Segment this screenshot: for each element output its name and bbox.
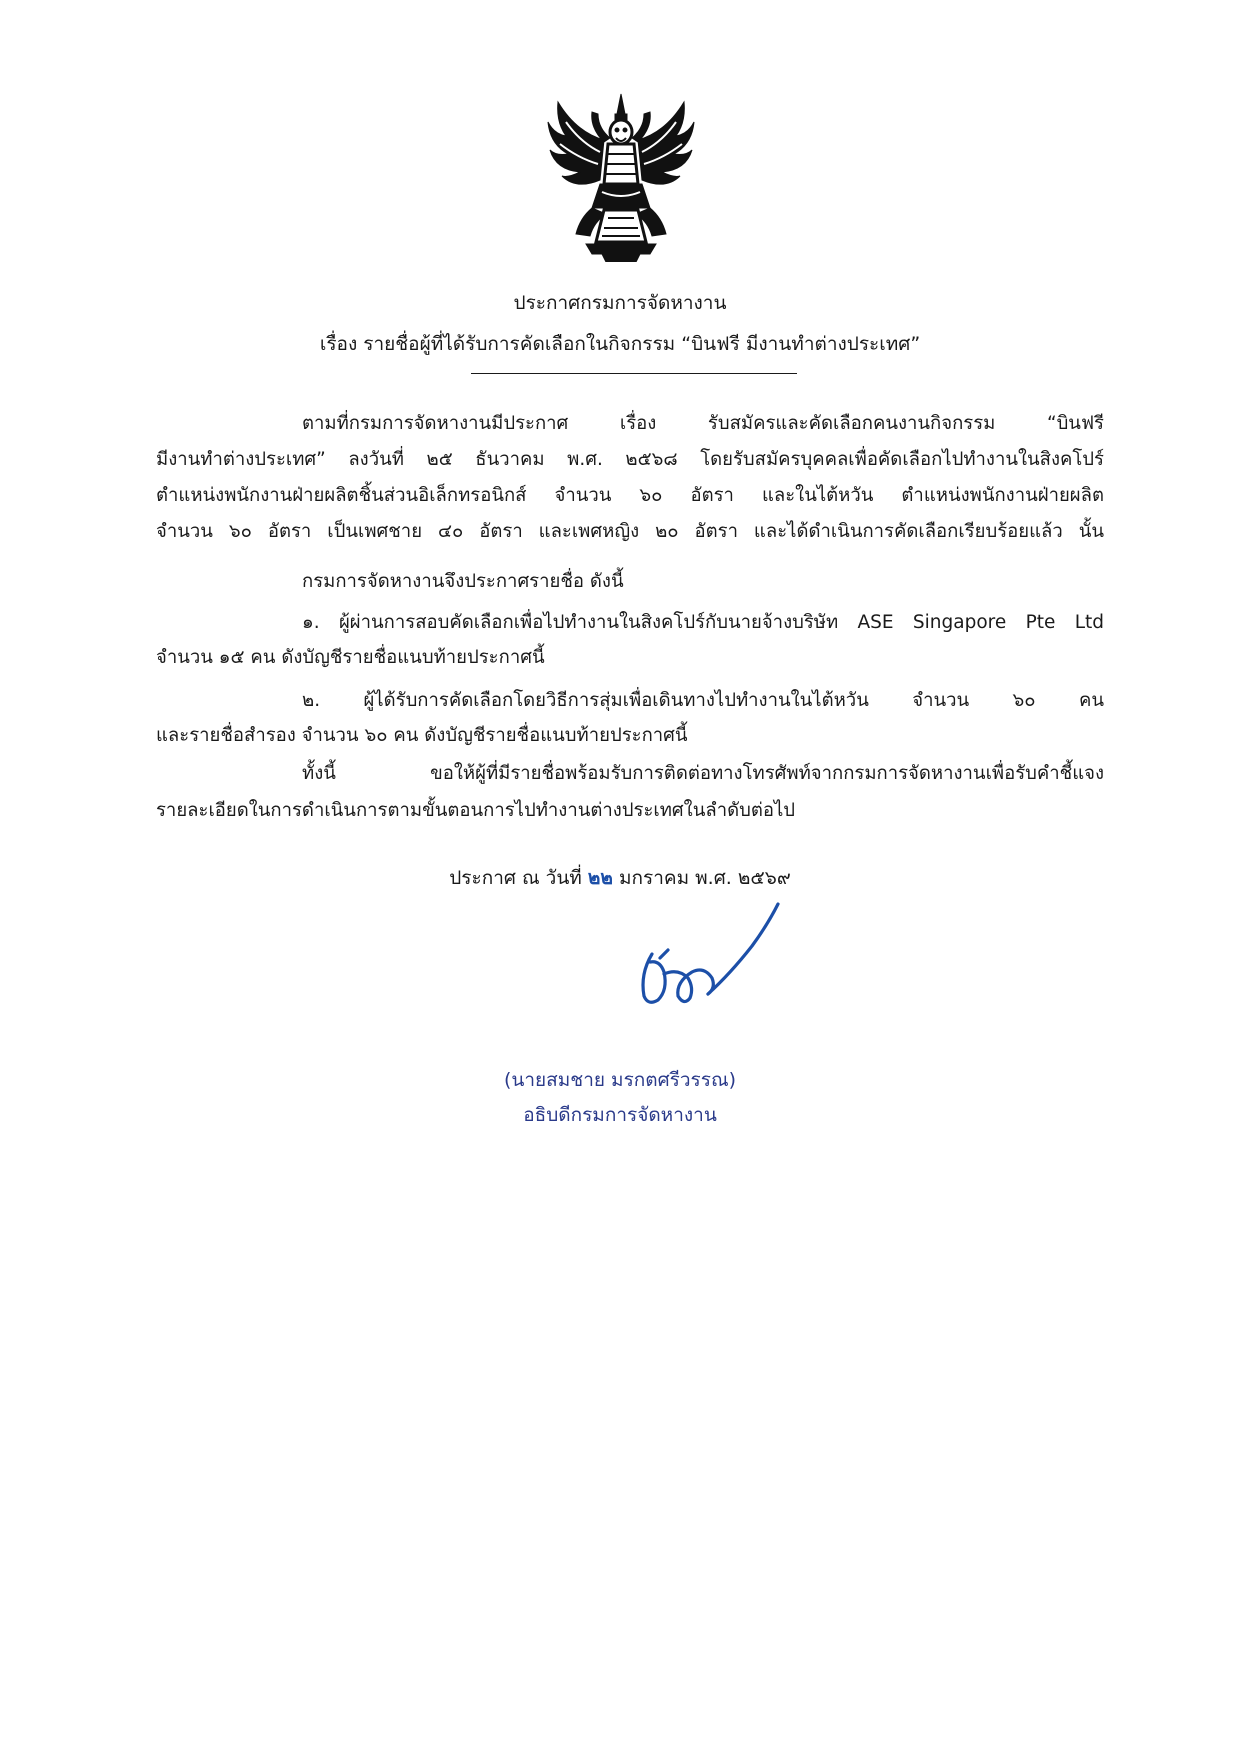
paragraph-1-line-4: จำนวน ๖๐ อัตรา เป็นเพศชาย ๔๐ อัตรา และเพศหญิง ๒๐ อัตรา และได้ดำเนินการคัดเลือกเรียบร้อยแล้ว นั้น xyxy=(156,521,1104,542)
signature-mark xyxy=(634,902,784,1014)
announcement-subject: เรื่อง รายชื่อผู้ที่ได้รับการคัดเลือกในกิจกรรม “บินฟรี มีงานทำต่างประเทศ” xyxy=(319,333,921,355)
item-2-line-1: ๒. ผู้ได้รับการคัดเลือกโดยวิธีการสุ่มเพื่อเดินทางไปทำงานในไต้หวัน จำนวน ๖๐ คน xyxy=(302,690,1104,711)
date-day-handwritten: ๒๒ xyxy=(587,867,613,889)
date-prefix: ประกาศ ณ วันที่ xyxy=(449,867,588,889)
item-1-line-1: ๑. ผู้ผ่านการสอบคัดเลือกเพื่อไปทำงานในสิงคโปร์กับนายจ้างบริษัท ASE Singapore Pte Ltd xyxy=(302,612,1104,633)
announcement-date xyxy=(0,864,1240,892)
signatory-position: อธิบดีกรมการจัดหางาน xyxy=(523,1104,717,1126)
paragraph-3-line-1: ทั้งนี้ ขอให้ผู้ที่มีรายชื่อพร้อมรับการติดต่อทางโทรศัพท์จากกรมการจัดหางานเพื่อรับคำชี้แจง xyxy=(302,763,1104,784)
paragraph-1-line-1: ตามที่กรมการจัดหางานมีประกาศ เรื่อง รับสมัครและคัดเลือกคนงานกิจกรรม “บินฟรี xyxy=(302,413,1104,434)
signatory-name: (นายสมชาย มรกตศรีวรรณ) xyxy=(503,1069,737,1091)
date-suffix: มกราคม พ.ศ. ๒๕๖๙ xyxy=(612,867,791,889)
item-1-line-2: จำนวน ๑๕ คน ดังบัญชีรายชื่อแนบท้ายประกาศนี้ xyxy=(156,647,545,668)
paragraph-3-line-2: รายละเอียดในการดำเนินการตามขั้นตอนการไปทำงานต่างประเทศในลำดับต่อไป xyxy=(156,800,796,821)
announcement-title: ประกาศกรมการจัดหางาน xyxy=(513,292,727,314)
item-2-line-2: และรายชื่อสำรอง จำนวน ๖๐ คน ดังบัญชีรายชื่อแนบท้ายประกาศนี้ xyxy=(156,725,688,746)
paragraph-2: กรมการจัดหางานจึงประกาศรายชื่อ ดังนี้ xyxy=(302,571,624,592)
paragraph-1-line-2: มีงานทำต่างประเทศ” ลงวันที่ ๒๕ ธันวาคม พ.ศ. ๒๕๖๘ โดยรับสมัครบุคคลเพื่อคัดเลือกไปทำงานในสิงคโปร์ xyxy=(156,449,1104,470)
title-divider xyxy=(471,373,797,374)
paragraph-1-line-3: ตำแหน่งพนักงานฝ่ายผลิตชิ้นส่วนอิเล็กทรอนิกส์ จำนวน ๖๐ อัตรา และในไต้หวัน ตำแหน่งพนักงานฝ่ายผลิต xyxy=(156,485,1104,506)
garuda-emblem-icon xyxy=(546,92,696,262)
